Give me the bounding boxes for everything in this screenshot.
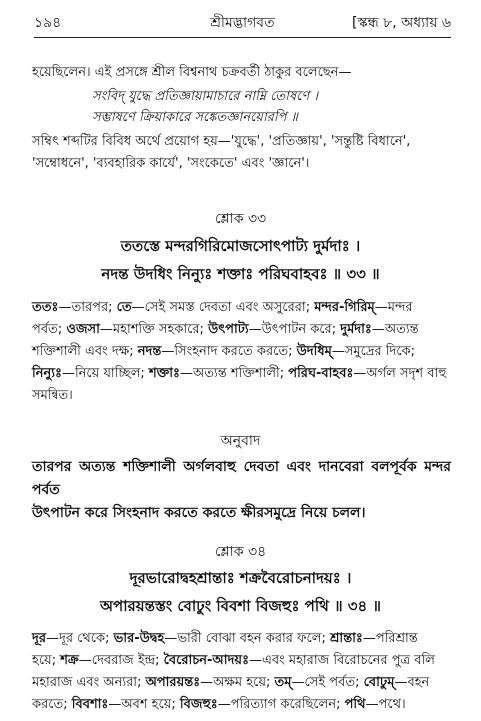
word-meaning: —পরিশ্রান্ত (362, 631, 418, 646)
sloka-34-synonyms (32, 628, 451, 716)
synonym-line (32, 319, 451, 341)
word-meaning: করতে; (32, 697, 72, 712)
sanskrit-word: পরিঘ-বাহবঃ (288, 366, 354, 381)
sloka-34-label: শ্লোক ৩৪ (214, 544, 267, 560)
sanskrit-word: শক্তাঃ (148, 366, 180, 381)
sanskrit-word: তে (116, 300, 132, 315)
word-meaning: সমন্বিত। (32, 388, 73, 403)
word-meaning: —অক্ষম হয়ে; (200, 675, 275, 690)
sloka-33-label: শ্লোক ৩৩ (214, 211, 267, 227)
synonym-line (32, 628, 451, 650)
word-meaning: মহারাজ এবং অন্যরা; (32, 675, 146, 690)
sloka-33-verse-line-2: নদন্ত উদধিং নিন্যুঃ শক্তাঃ পরিঘবাহবঃ ॥ ৩৩ ॥ (101, 265, 380, 283)
sanskrit-word: তম্ (274, 675, 292, 690)
word-meaning: —এবং মহারাজ বিরোচনের পুত্র বলি (249, 653, 435, 668)
intro-line: হয়েছিলেন। এই প্রসঙ্গে শ্রীল বিশ্বনাথ চক্রবর্তী ঠাকুর বলেছেন— (32, 65, 352, 80)
word-meaning: —সিংহনাদ করতে করতে; (161, 344, 297, 359)
quoted-verse (92, 86, 451, 128)
word-meaning: —দেবরাজ ইন্দ্র; (78, 653, 164, 668)
synonym-line (32, 650, 451, 672)
translation-line-1: তারপর অত্যন্ত শক্তিশালী অর্গলবাহু দেবতা এবং দানবেরা বলপূর্বক মন্দর পর্বত (32, 459, 451, 498)
header-rule (34, 37, 451, 38)
word-meaning: —দূর থেকে; (45, 631, 114, 646)
word-meaning: —বহন (394, 675, 430, 690)
translation-text (32, 456, 451, 525)
sanskrit-word: উৎপাট্য (208, 322, 249, 337)
sanskrit-word: বৈরোচন-আদয়ঃ (163, 653, 249, 668)
synonym-line (32, 341, 451, 363)
quoted-verse-line-1: সংবিদ্ যুদ্ধে প্রতিজ্ঞায়ামাচারে নাম্নি তোষণে । (92, 89, 318, 104)
sanskrit-word: ভার-উদ্বহ (113, 631, 165, 646)
running-header (34, 12, 451, 34)
word-meaning: —সেই সমস্ত দেবতা এবং অসুরেরা; (131, 300, 315, 315)
word-meaning: —নিয়ে যাচ্ছিল; (61, 366, 149, 381)
translation-line-2: উৎপাটন করে সিংহনাদ করতে করতে ক্ষীরসমুদ্রে নিয়ে চলল। (32, 505, 366, 521)
sloka-34-verse-line-2: অপারয়ন্তস্তং বোঢুং বিবশা বিজহুঃ পথি ॥ ৩৪ ॥ (100, 597, 381, 615)
sanskrit-word: বোঢুম্ (363, 675, 395, 690)
word-meaning: —তারপর; (58, 300, 117, 315)
sloka-34-verse-line-1: দূরভারোদ্বহশ্রান্তাঃ শক্রবৈরোচনাদয়ঃ । (129, 569, 352, 587)
word-meaning: —অত্যন্ত শক্তিশালী; (179, 366, 289, 381)
sanskrit-word: শ্রান্তাঃ (329, 631, 363, 646)
sanskrit-word: মন্দর-গিরিম্ (314, 300, 375, 315)
word-meaning: —পথে। (365, 697, 406, 712)
sanskrit-word: বিবশাঃ (71, 697, 109, 712)
sanskrit-word: বিজহুঃ (179, 697, 218, 712)
book-title: শ্রীমদ্ভাগবত (210, 15, 275, 31)
sanskrit-word: দুর্মদাঃ (340, 322, 372, 337)
sanskrit-word: দূর (32, 631, 46, 646)
sanskrit-word: নিন্যুঃ (32, 366, 62, 381)
synonym-line (32, 385, 451, 407)
word-meaning: হয়ে; (32, 653, 61, 668)
translation-label: অনুবাদ (220, 433, 261, 449)
sanskrit-word: অপারয়ন্তঃ (145, 675, 201, 690)
word-meaning: —অত্যন্ত (371, 322, 419, 337)
sanskrit-word: পথি (344, 697, 366, 712)
commentary-paragraph (32, 131, 451, 175)
synonym-line (32, 694, 451, 716)
word-meaning: —মহাশক্তি সহকারে; (99, 322, 209, 337)
word-meaning: —ভারী বোঝা বহন করার ফলে; (164, 631, 330, 646)
sanskrit-word: উদধিম্ (296, 344, 332, 359)
word-meaning: —অবশ হয়ে; (108, 697, 180, 712)
sanskrit-word: ততঃ (32, 300, 59, 315)
canto-chapter-label: [স্কন্ধ ৮, অধ্যায় ৬ (352, 15, 451, 31)
synonym-line (32, 297, 451, 319)
word-meaning: শক্তিশালী এবং দক্ষ; (32, 344, 138, 359)
commentary-line-2: 'সম্বোধনে', 'ব্যবহারিক কার্যে', 'সংকেতে' এবং 'জ্ঞানে'। (32, 156, 310, 171)
commentary-line-1: সম্বিৎ শব্দটির বিবিধ অর্থে প্রয়োগ হয়—'যুদ্ধে', 'প্রতিজ্ঞায়', 'সন্তুষ্টি বিধানে', (32, 134, 411, 149)
synonym-line (32, 672, 451, 694)
sloka-33-synonyms (32, 297, 451, 407)
synonym-line (32, 363, 451, 385)
word-meaning: —মন্দর (374, 300, 413, 315)
word-meaning: —পরিত্যাগ করেছিলেন; (217, 697, 345, 712)
word-meaning: —অর্গল সদৃশ বাহু (353, 366, 447, 381)
word-meaning: —সেই পর্বত; (291, 675, 364, 690)
word-meaning: পর্বত; (32, 322, 67, 337)
quoted-verse-line-2: সম্ভাষণে ক্রিয়াকারে সঙ্কেতজ্ঞানয়োরপি ॥ (92, 110, 298, 125)
sanskrit-word: ওজসা (66, 322, 100, 337)
page-number: ১৯৪ (34, 15, 62, 31)
sanskrit-word: নদন্ত (137, 344, 162, 359)
word-meaning: —সমুদ্রের দিকে; (331, 344, 416, 359)
word-meaning: —উৎপাটন করে; (248, 322, 341, 337)
sanskrit-word: শক্র (60, 653, 79, 668)
sloka-33-verse-line-1: ততস্তে মন্দরগিরিমোজসোৎপাট্য দুর্মদাঃ । (120, 237, 361, 255)
